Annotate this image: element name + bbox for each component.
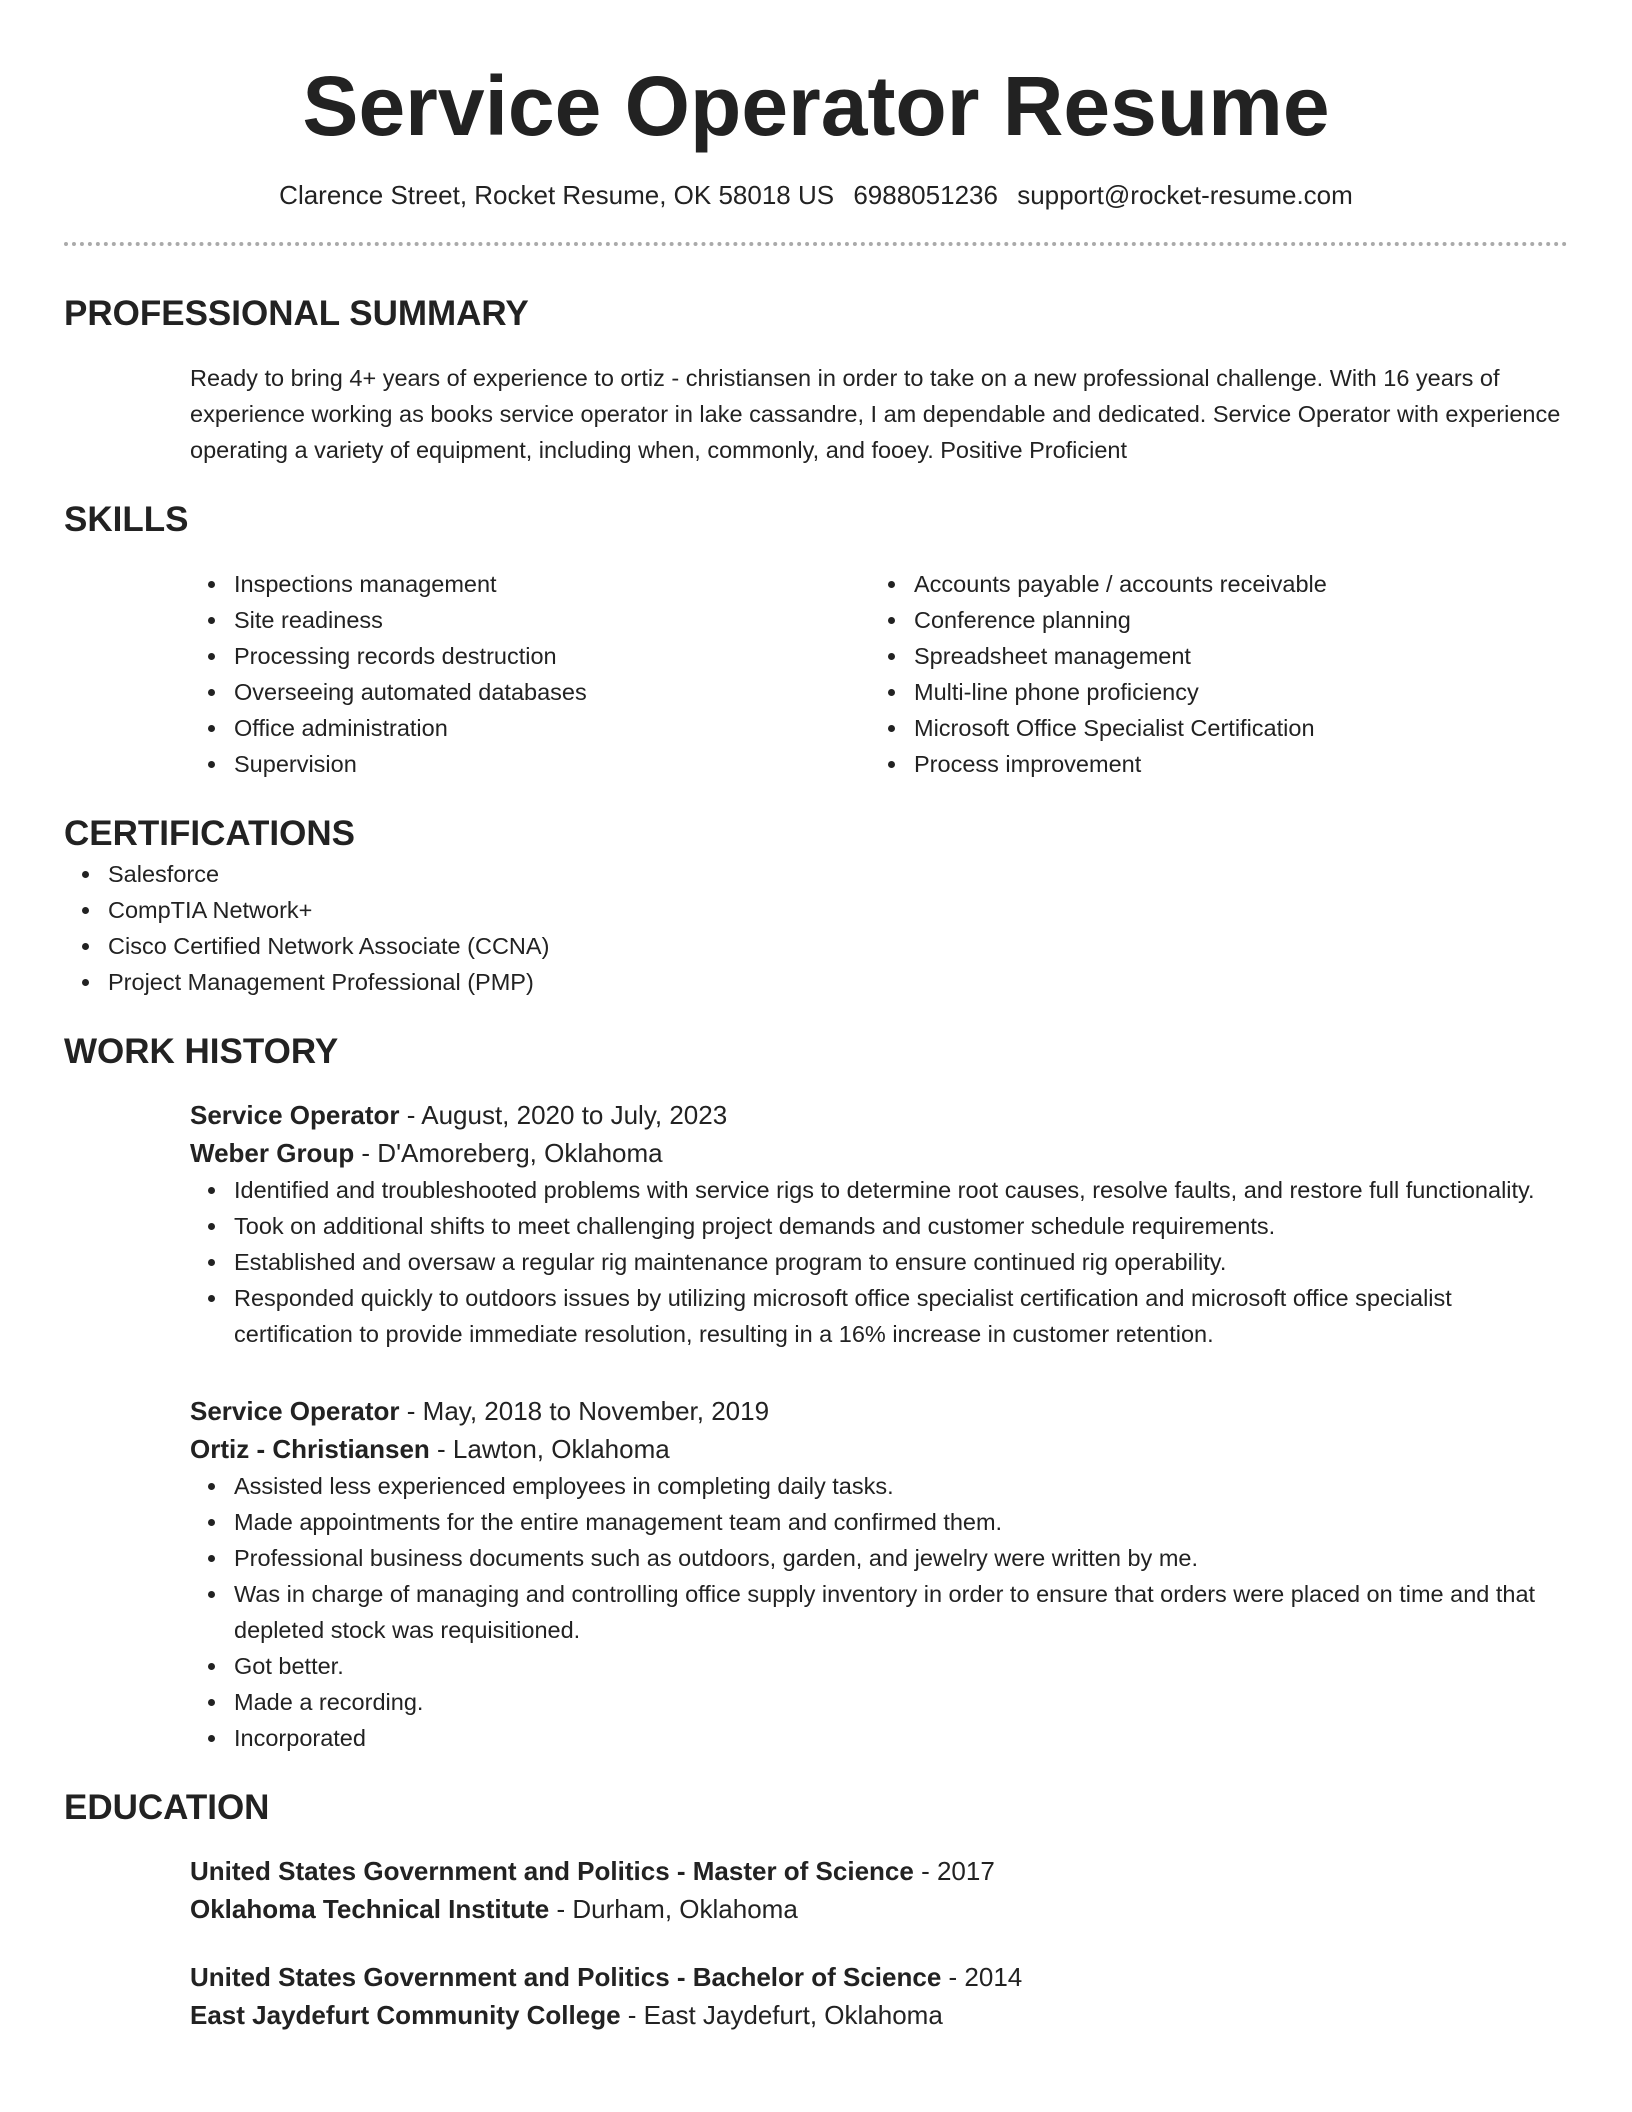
contact-phone: 6988051236 [853, 180, 998, 210]
job-duty-item: Made appointments for the entire management team and confirmed them. [190, 1504, 1568, 1540]
job-title: Service Operator [190, 1396, 400, 1426]
education-school-line [190, 1996, 1568, 2034]
skill-item: Spreadsheet management [870, 638, 1550, 674]
education-entry [190, 1958, 1568, 2034]
skills-columns [190, 566, 1568, 782]
education-school: East Jaydefurt Community College [190, 2000, 621, 2030]
skill-item: Supervision [190, 746, 870, 782]
job-location: - Lawton, Oklahoma [429, 1434, 670, 1464]
skills-column-left [190, 566, 870, 782]
skill-item: Processing records destruction [190, 638, 870, 674]
certifications-list [64, 856, 1568, 1000]
contact-line [64, 178, 1568, 212]
certifications-section [64, 812, 1568, 1000]
work-history-heading: WORK HISTORY [64, 1032, 339, 1071]
education-degree-line [190, 1852, 1568, 1890]
job-title-line [190, 1096, 1568, 1134]
work-history-section [64, 1030, 1568, 1756]
education-heading: EDUCATION [64, 1788, 270, 1827]
certification-item: Salesforce [64, 856, 1568, 892]
job-company: Ortiz - Christiansen [190, 1434, 430, 1464]
job-dates: - May, 2018 to November, 2019 [399, 1396, 770, 1426]
job-entry [190, 1096, 1568, 1352]
certification-item: CompTIA Network+ [64, 892, 1568, 928]
job-company: Weber Group [190, 1138, 355, 1168]
skills-list-left [190, 566, 870, 782]
education-school: Oklahoma Technical Institute [190, 1894, 550, 1924]
job-duty-item: Made a recording. [190, 1684, 1568, 1720]
skill-item: Multi-line phone proficiency [870, 674, 1550, 710]
job-duty-item: Took on additional shifts to meet challenging project demands and customer schedule requirements. [190, 1208, 1568, 1244]
summary-text: Ready to bring 4+ years of experience to ortiz - christiansen in order to take on a new professional challenge. With 16 years of experience working as books service operator in lake cassandre, I am dependable and dedicated. Service Operator with experience operating a variety of equipment, including when, commonly, and fooey. Positive Proficient [190, 365, 1561, 463]
job-company-line [190, 1134, 1568, 1172]
education-year: - 2017 [913, 1856, 995, 1886]
job-duty-item: Got better. [190, 1648, 1568, 1684]
job-title: Service Operator [190, 1100, 400, 1130]
education-section [64, 1786, 1568, 2034]
job-location: - D'Amoreberg, Oklahoma [354, 1138, 663, 1168]
job-duty-item: Established and oversaw a regular rig maintenance program to ensure continued rig operability. [190, 1244, 1568, 1280]
resume-page [64, 0, 1568, 2034]
summary-section [64, 292, 1568, 468]
job-duty-item: Professional business documents such as outdoors, garden, and jewelry were written by me. [190, 1540, 1568, 1576]
education-entry [190, 1852, 1568, 1928]
skills-list-right [870, 566, 1550, 782]
skill-item: Overseeing automated databases [190, 674, 870, 710]
education-year: - 2014 [941, 1962, 1023, 1992]
job-entry [190, 1392, 1568, 1756]
skills-heading: SKILLS [64, 500, 189, 539]
skill-item: Inspections management [190, 566, 870, 602]
skill-item: Process improvement [870, 746, 1550, 782]
job-duty-item: Was in charge of managing and controlling office supply inventory in order to ensure that orders were placed on time and that depleted stock was requisitioned. [190, 1576, 1568, 1648]
job-duty-item: Incorporated [190, 1720, 1568, 1756]
certification-item: Cisco Certified Network Associate (CCNA) [64, 928, 1568, 964]
skill-item: Conference planning [870, 602, 1550, 638]
skill-item: Microsoft Office Specialist Certification [870, 710, 1550, 746]
education-school-line [190, 1890, 1568, 1928]
job-title-line [190, 1392, 1568, 1430]
job-dates: - August, 2020 to July, 2023 [399, 1100, 728, 1130]
job-company-line [190, 1430, 1568, 1468]
job-duty-item: Responded quickly to outdoors issues by utilizing microsoft office specialist certification and microsoft office specialist certification to provide immediate resolution, resulting in a 16% increase in customer retention. [190, 1280, 1568, 1352]
job-duty-item: Assisted less experienced employees in completing daily tasks. [190, 1468, 1568, 1504]
skills-column-right [870, 566, 1550, 782]
skill-item: Site readiness [190, 602, 870, 638]
certification-item: Project Management Professional (PMP) [64, 964, 1568, 1000]
education-degree-line [190, 1958, 1568, 1996]
skill-item: Office administration [190, 710, 870, 746]
header-divider [64, 242, 1568, 246]
certifications-heading: CERTIFICATIONS [64, 814, 356, 853]
education-location: - East Jaydefurt, Oklahoma [620, 2000, 943, 2030]
contact-email[interactable]: support@rocket-resume.com [1017, 180, 1353, 210]
job-duties-list [190, 1468, 1568, 1756]
summary-heading: PROFESSIONAL SUMMARY [64, 294, 529, 333]
resume-title: Service Operator Resume [302, 59, 1330, 153]
contact-address: Clarence Street, Rocket Resume, OK 58018 US [279, 180, 835, 210]
job-duty-item: Identified and troubleshooted problems with service rigs to determine root causes, resolve faults, and restore full functionality. [190, 1172, 1568, 1208]
job-duties-list [190, 1172, 1568, 1352]
education-location: - Durham, Oklahoma [549, 1894, 798, 1924]
skills-section [64, 498, 1568, 782]
skill-item: Accounts payable / accounts receivable [870, 566, 1550, 602]
education-degree: United States Government and Politics - Bachelor of Science [190, 1962, 942, 1992]
education-degree: United States Government and Politics - Master of Science [190, 1856, 914, 1886]
